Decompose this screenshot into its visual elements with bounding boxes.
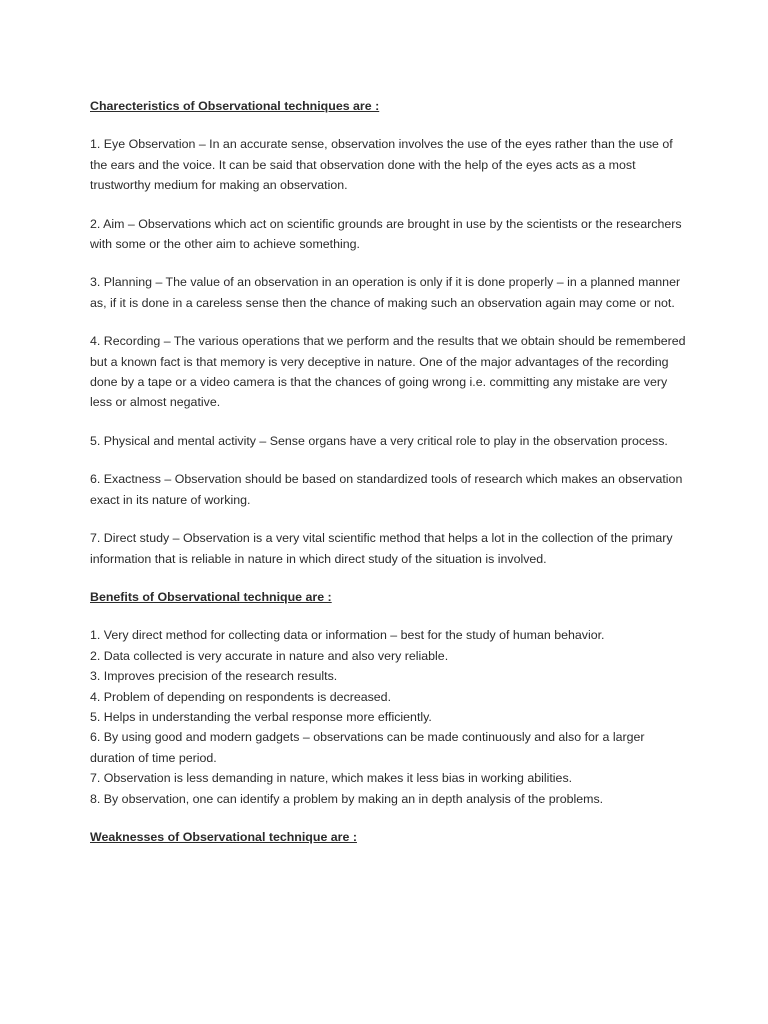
list-item: 4. Problem of depending on respondents is decreased. bbox=[90, 689, 392, 704]
paragraph-exactness: 6. Exactness – Observation should be based on standardized tools of research which makes an observation exact in its nature of working. bbox=[90, 472, 683, 507]
list-item: 2. Data collected is very accurate in nature and also very reliable. bbox=[90, 648, 449, 663]
paragraph-direct-study: 7. Direct study – Observation is a very vital scientific method that helps a lot in the collection of the primary information that is reliable in nature in which direct study of the situation is involved. bbox=[90, 531, 673, 566]
paragraph-aim: 2. Aim – Observations which act on scientific grounds are brought in use by the scientists or the researchers with some or the other aim to achieve something. bbox=[90, 216, 682, 252]
list-item: 1. Very direct method for collecting data or information – best for the study of human behavior. bbox=[90, 628, 605, 643]
paragraph-physical-mental-activity: 5. Physical and mental activity – Sense organs have a very critical role to play in the observation process. bbox=[90, 433, 668, 448]
section-heading-weaknesses: Weaknesses of Observational technique are : bbox=[90, 829, 357, 844]
list-item: 5. Helps in understanding the verbal response more efficiently. bbox=[90, 709, 432, 724]
document-page bbox=[90, 96, 690, 847]
paragraph-recording: 4. Recording – The various operations that we perform and the results that we obtain should be remembered but a known fact is that memory is very deceptive in nature. One of the major advantages of the recording done by a tape or a video camera is that the chances of going wrong i.e. committing any mistake are very less or almost negative. bbox=[90, 334, 686, 410]
paragraph-planning: 3. Planning – The value of an observation in an operation is only if it is done properly – in a planned manner as, if it is done in a careless sense then the chance of making such an observation again may come or not. bbox=[90, 275, 681, 310]
list-item: 6. By using good and modern gadgets – observations can be made continuously and also for a larger duration of time period. bbox=[90, 730, 645, 765]
paragraph-eye-observation: 1. Eye Observation – In an accurate sense, observation involves the use of the eyes rather than the use of the ears and the voice. It can be said that observation done with the help of the eyes acts as a most trustworthy medium for making an observation. bbox=[90, 137, 673, 193]
list-item: 8. By observation, one can identify a problem by making an in depth analysis of the problems. bbox=[90, 791, 604, 806]
section-heading-benefits: Benefits of Observational technique are : bbox=[90, 589, 332, 604]
list-item: 3. Improves precision of the research results. bbox=[90, 669, 338, 684]
list-item: 7. Observation is less demanding in nature, which makes it less bias in working abilities. bbox=[90, 771, 573, 786]
section-heading-characteristics: Charecteristics of Observational techniques are : bbox=[90, 99, 380, 113]
